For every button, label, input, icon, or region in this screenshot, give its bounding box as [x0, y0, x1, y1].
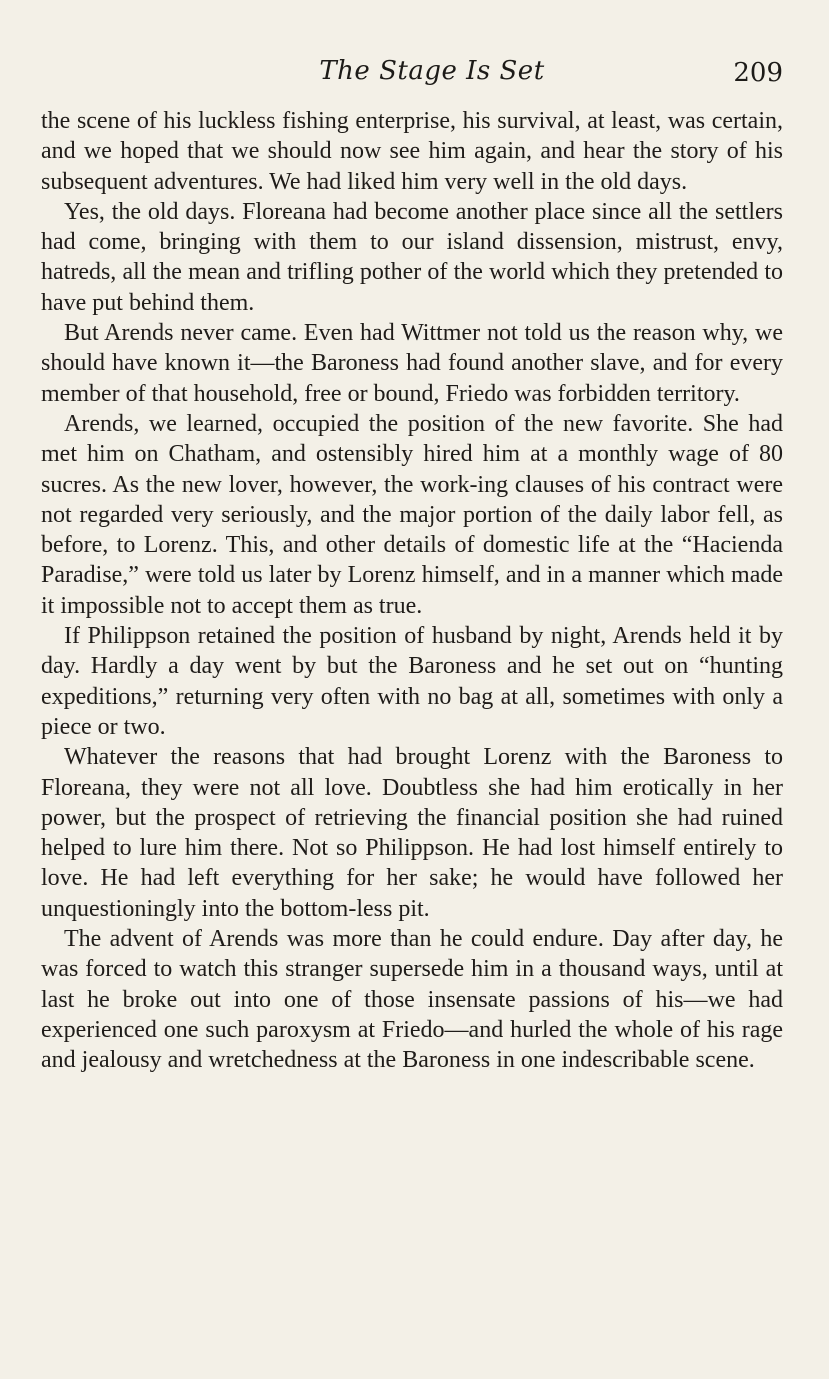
page-number: 209 — [733, 58, 783, 88]
running-title: The Stage Is Set — [319, 56, 545, 86]
paragraph: If Philippson retained the position of husband by night, Arends held it by day. Hardly a day went by but the Baroness and he set out on “hunting expeditions,” returning very often with no bag at all, sometimes with only a piece or two. — [41, 623, 783, 740]
running-head — [41, 56, 783, 96]
paragraph: But Arends never came. Even had Wittmer not told us the reason why, we should have known it—the Baroness had found another slave, and for every member of that household, free or bound, Friedo was forbidden territory. — [41, 320, 783, 407]
paragraph: The advent of Arends was more than he could endure. Day after day, he was forced to watch this stranger supersede him in a thousand ways, until at last he broke out into one of those insensate passions of his—we had experienced one such paroxysm at Friedo—and hurled the whole of his rage and jealousy and wretchedness at the Baroness in one indescribable scene. — [41, 926, 783, 1074]
paragraph: Whatever the reasons that had brought Lorenz with the Baroness to Floreana, they were not all love. Doubtless she had him erotically in her power, but the prospect of retrieving the financial position she had ruined helped to lure him there. Not so Philippson. He had lost himself entirely to love. He had left everything for her sake; he would have followed her unquestioningly into the bottom-less pit. — [41, 744, 783, 922]
paragraph: the scene of his luckless fishing enterprise, his survival, at least, was certain, and we hoped that we should now see him again, and hear the story of his subsequent adventures. We had liked him very well in the old days. — [41, 108, 783, 195]
paragraph: Arends, we learned, occupied the position of the new favorite. She had met him on Chatham, and ostensibly hired him at a monthly wage of 80 sucres. As the new lover, however, the work-ing clauses of his contract were not regarded very seriously, and the major portion of the daily labor fell, as before, to Lorenz. This, and other details of domestic life at the “Hacienda Paradise,” were told us later by Lorenz himself, and in a manner which made it impossible not to accept them as true. — [41, 410, 783, 619]
body-text — [41, 106, 783, 1076]
paragraph: Yes, the old days. Floreana had become another place since all the settlers had come, bringing with them to our island dissension, mistrust, envy, hatreds, all the mean and trifling pother of the world which they pretended to have put behind them. — [41, 198, 783, 316]
